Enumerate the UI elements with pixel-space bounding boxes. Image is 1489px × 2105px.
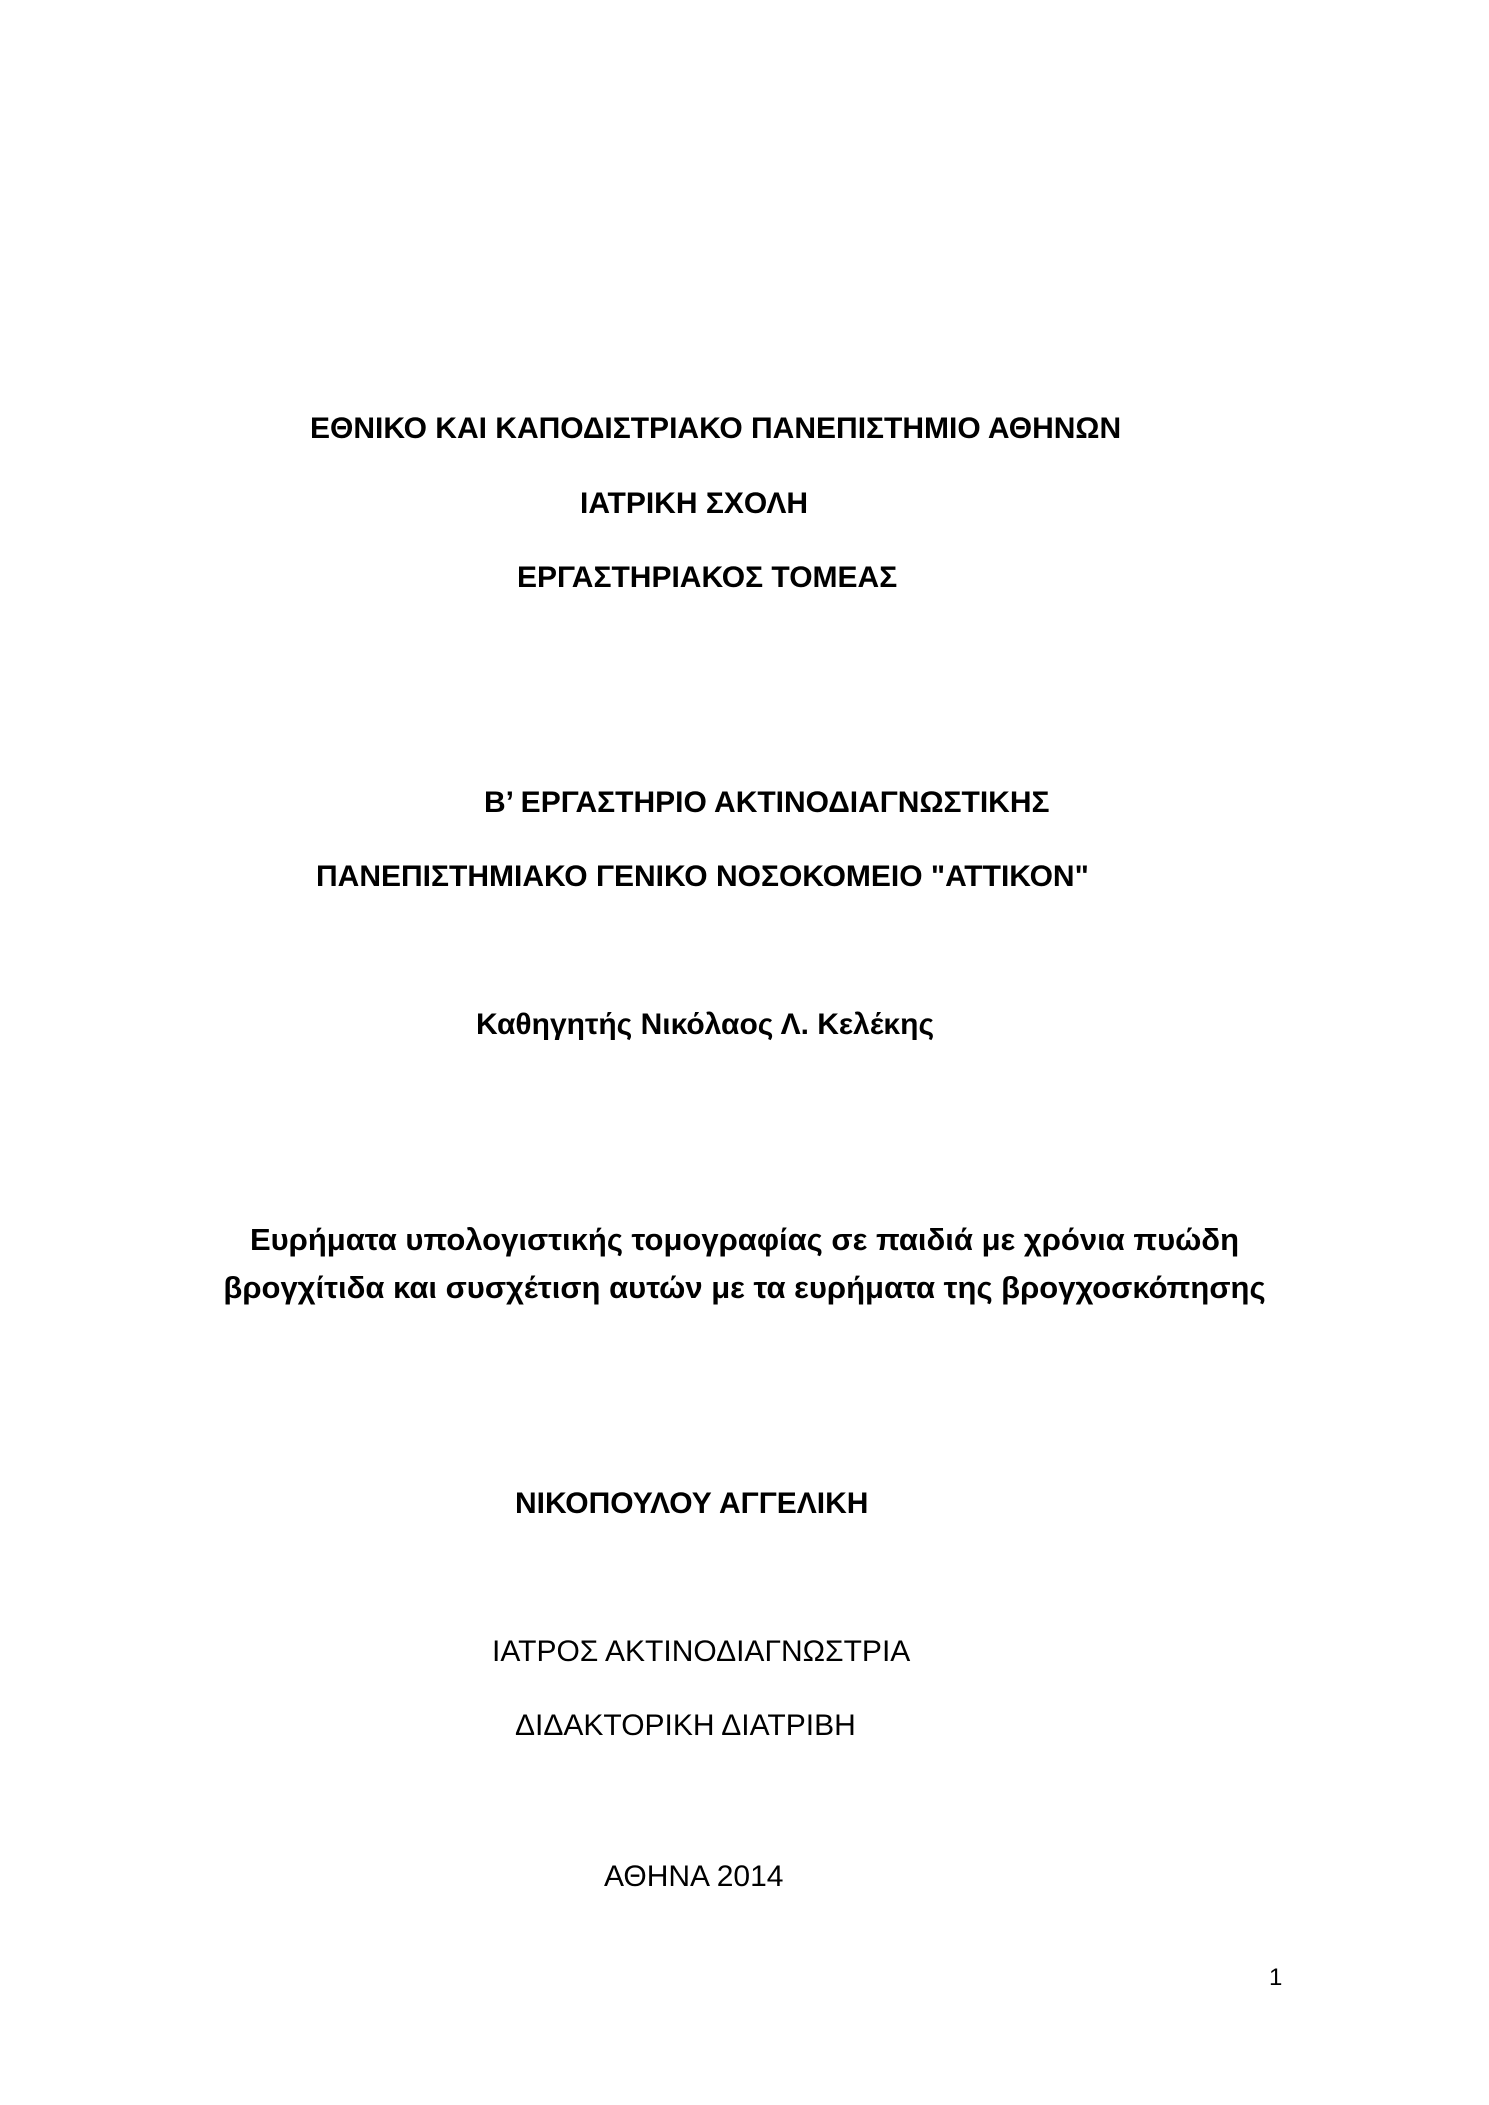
school-name: ΙΑΤΡΙΚΗ ΣΧΟΛΗ	[580, 487, 809, 520]
thesis-title-line-1: Ευρήματα υπολογιστικής τομογραφίας σε παιδιά με χρόνια πυώδη	[249, 1222, 1240, 1257]
laboratory-name: Β’ ΕΡΓΑΣΤΗΡΙΟ ΑΚΤΙΝΟΔΙΑΓΝΩΣΤΙΚΗΣ	[484, 786, 1050, 819]
department-name: ΕΡΓΑΣΤΗΡΙΑΚΟΣ ΤΟΜΕΑΣ	[517, 561, 898, 594]
place-date: ΑΘΗΝΑ 2014	[604, 1860, 784, 1893]
university-name: ΕΘΝΙΚΟ ΚΑΙ ΚΑΠΟΔΙΣΤΡΙΑΚΟ ΠΑΝΕΠΙΣΤΗΜΙΟ ΑΘΗΝΩΝ	[310, 412, 1122, 445]
document-type: ΔΙΔΑΚΤΟΡΙΚΗ ΔΙΑΤΡΙΒΗ	[515, 1709, 856, 1742]
author-role: ΙΑΤΡΟΣ ΑΚΤΙΝΟΔΙΑΓΝΩΣΤΡΙΑ	[492, 1635, 911, 1668]
author-name: ΝΙΚΟΠΟΥΛΟΥ ΑΓΓΕΛΙΚΗ	[515, 1487, 869, 1520]
hospital-name: ΠΑΝΕΠΙΣΤΗΜΙΑΚΟ ΓΕΝΙΚΟ ΝΟΣΟΚΟΜΕΙΟ "ΑΤΤΙΚΟΝ"	[316, 860, 1089, 893]
page-number: 1	[1269, 1964, 1283, 1991]
thesis-title	[0, 1216, 1489, 1312]
thesis-title-line-2: βρογχίτιδα και συσχέτιση αυτών με τα ευρήματα της βρογχοσκόπησης	[223, 1270, 1266, 1305]
supervisor-name: Καθηγητής Νικόλαος Λ. Κελέκης	[476, 1008, 935, 1041]
